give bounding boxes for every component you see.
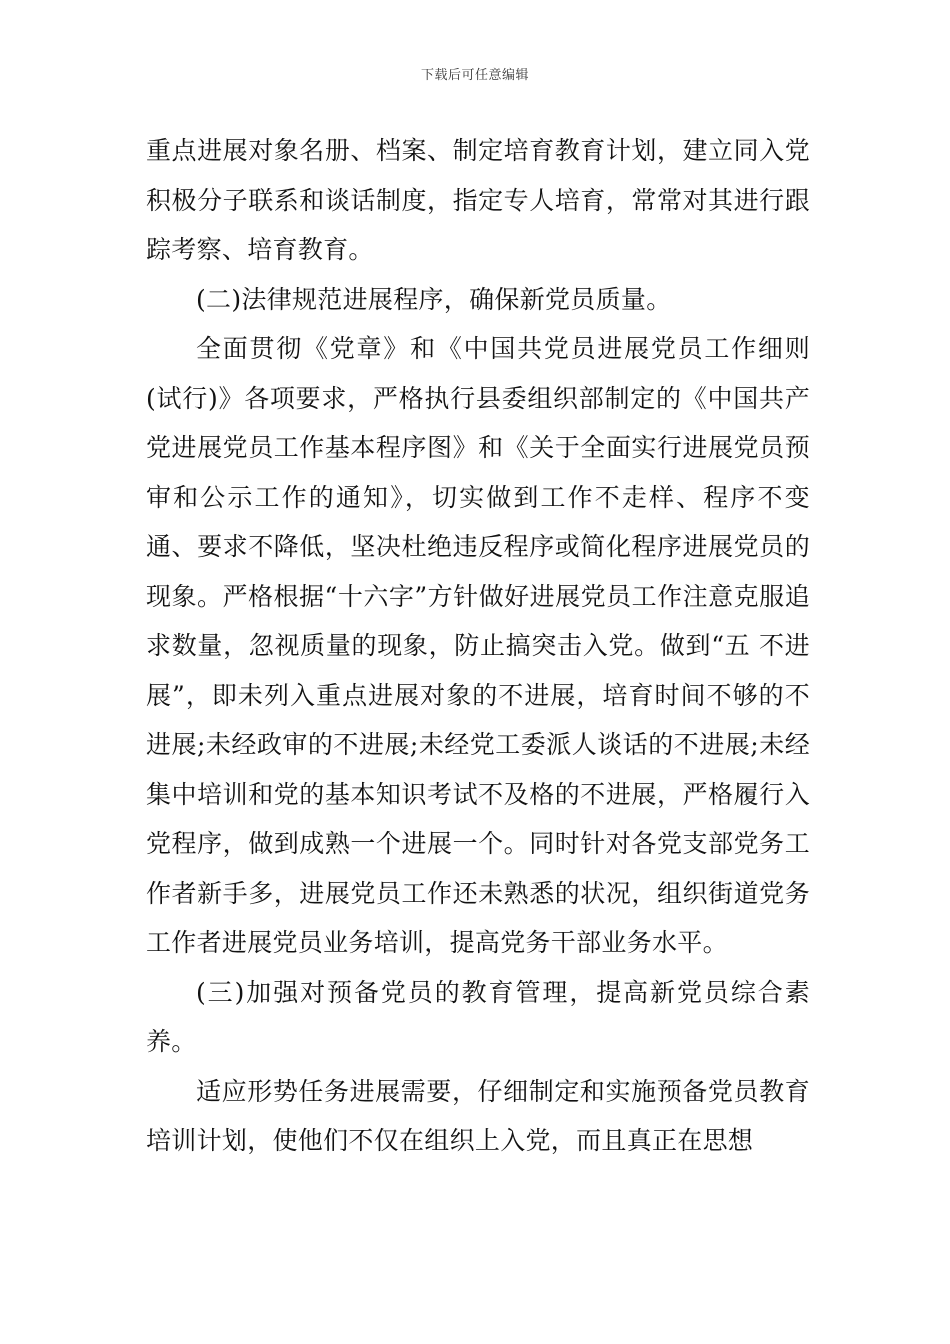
paragraph-section-2-body: 全面贯彻《党章》和《中国共党员进展党员工作细则(试行)》各项要求，严格执行县委组织部制定的《中国共产党进展党员工作基本程序图》和《关于全面实行进展党员预审和公示工作的通知》，切实做到工作不走样、程序不变通、要求不降低，坚决杜绝违反程序或简化程序进展党员的现象。严格根据“十六字”方针做好进展党员工作注意克服追求数量，忽视质量的现象，防止搞突击入党。做到“五 不进展”，即未列入重点进展对象的不进展，培育时间不够的不进展;未经政审的不进展;未经党工委派人谈话的不进展;未经集中培训和党的基本知识考试不及格的不进展，严格履行入党程序，做到成熟一个进展一个。同时针对各党支部党务工作者新手多，进展党员工作还未熟悉的状况，组织街道党务工作者进展党员业务培训，提高党务干部业务水平。 — [146, 334, 810, 957]
document-body — [146, 126, 810, 1166]
page-header: 下载后可任意编辑 — [420, 68, 529, 83]
paragraph-section-3-body: 适应形势任务进展需要，仔细制定和实施预备党员教育培训计划，使他们不仅在组织上入党，而且真正在思想 — [146, 1076, 810, 1155]
section-heading-3: (三)加强对预备党员的教育管理，提高新党员综合素养。 — [146, 977, 810, 1056]
paragraph-continuation: 重点进展对象名册、档案、制定培育教育计划，建立同入党积极分子联系和谈话制度，指定专人培育，常常对其进行跟踪考察、培育教育。 — [146, 136, 810, 264]
section-heading-2: (二)法律规范进展程序，确保新党员质量。 — [196, 284, 672, 314]
